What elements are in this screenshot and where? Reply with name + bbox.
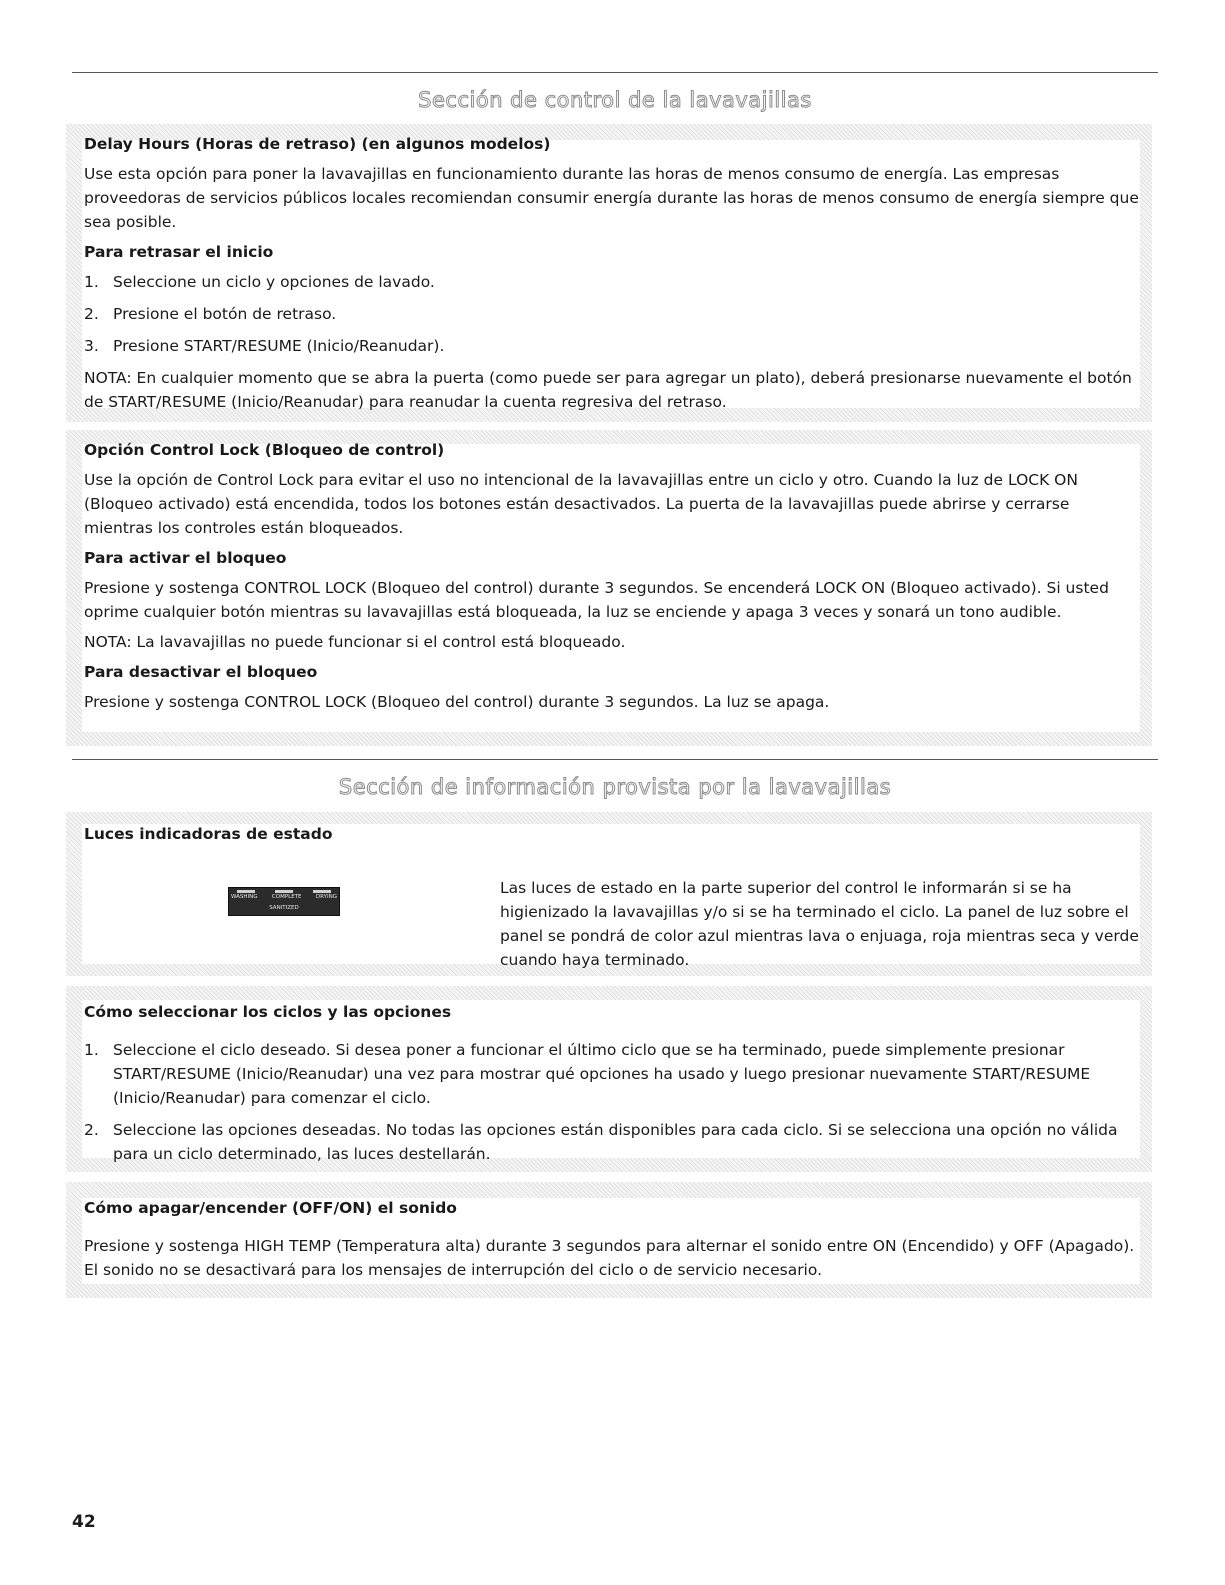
status-lights-content [84, 822, 1140, 852]
control-lock-content [84, 438, 1140, 720]
control-lock-heading: Opción Control Lock (Bloqueo de control) [84, 441, 445, 459]
lock-deactivate-subheading: Para desactivar el bloqueo [84, 663, 318, 681]
status-lights-text: Las luces de estado en la parte superior del control le informarán si se ha higienizado la lavavajillas y/o si se ha terminado el ciclo. La panel de luz sobre el panel se pondrá de color azul mientras lava o enjuaga, roja mientras seca y verde cuando haya terminado. [500, 879, 1139, 969]
page-number: 42 [72, 1512, 96, 1532]
section-title-information: Sección de información provista por la lavavajillas [338, 775, 892, 799]
status-lights-heading: Luces indicadoras de estado [84, 825, 333, 843]
delay-hours-content [84, 132, 1140, 420]
cycles-options-heading: Cómo seleccionar los ciclos y las opciones [84, 1003, 452, 1021]
lock-activate-text: Presione y sostenga CONTROL LOCK (Bloqueo del control) durante 3 segundos. Se encenderá LOCK ON (Bloqueo activado). Si usted oprime cualquier botón mientras su lavavajillas está bloqueada, la luz se enciende y apaga 3 veces y sonará un tono audible. [84, 579, 1109, 621]
list-item: 2. Seleccione las opciones deseadas. No todas las opciones están disponibles para cada ciclo. Si se selecciona una opción no válida para un ciclo determinado, las luces destellarán. [84, 1121, 1118, 1163]
sound-heading: Cómo apagar/encender (OFF/ON) el sonido [84, 1199, 457, 1217]
indicator-led [237, 890, 255, 893]
lock-deactivate-text: Presione y sostenga CONTROL LOCK (Bloqueo del control) durante 3 segundos. La luz se apaga. [84, 693, 830, 711]
cycles-steps-list [84, 1038, 1140, 1166]
delay-start-subheading: Para retrasar el inicio [84, 243, 274, 261]
indicator-led [275, 890, 293, 893]
sound-content [84, 1196, 1140, 1288]
lock-note: NOTA: La lavavajillas no puede funcionar si el control está bloqueado. [84, 633, 626, 651]
list-item: 3. Presione START/RESUME (Inicio/Reanudar). [84, 337, 445, 355]
indicator-label-washing: WASHING [231, 894, 258, 900]
delay-hours-heading: Delay Hours (Horas de retraso) (en algunos modelos) [84, 135, 551, 153]
indicator-label-complete: COMPLETE [271, 894, 302, 900]
list-item: 1. Seleccione el ciclo deseado. Si desea poner a funcionar el último ciclo que se ha terminado, puede simplemente presionar START/RESUME (Inicio/Reanudar) una vez para mostrar qué opciones ha usado y luego presionar nuevamente START/RESUME (Inicio/Reanudar) para comenzar el ciclo. [84, 1041, 1091, 1107]
list-item: 1. Seleccione un ciclo y opciones de lavado. [84, 273, 435, 291]
lock-activate-subheading: Para activar el bloqueo [84, 549, 287, 567]
control-lock-intro: Use la opción de Control Lock para evitar el uso no intencional de la lavavajillas entre un ciclo y otro. Cuando la luz de LOCK ON (Bloqueo activado) está encendida, todos los botones están desactivados. La puerta de la lavavajillas puede abrirse y cerrarse mientras los controles están bloqueados. [84, 471, 1078, 537]
indicator-labels [231, 894, 337, 900]
sound-text: Presione y sostenga HIGH TEMP (Temperatura alta) durante 3 segundos para alternar el sonido entre ON (Encendido) y OFF (Apagado). El sonido no se desactivará para los mensajes de interrupción del ciclo o de servicio necesario. [84, 1237, 1135, 1279]
cycles-options-content [84, 1000, 1140, 1174]
indicator-label-drying: DRYING [315, 894, 337, 900]
section-title-control: Sección de control de la lavavajillas [418, 88, 812, 112]
status-indicator-panel-image [228, 887, 340, 916]
delay-note: NOTA: En cualquier momento que se abra la puerta (como puede ser para agregar un plato), deberá presionarse nuevamente el botón de START/RESUME (Inicio/Reanudar) para reanudar la cuenta regresiva del retraso. [84, 369, 1132, 411]
section-divider [72, 72, 1158, 73]
delay-hours-intro: Use esta opción para poner la lavavajillas en funcionamiento durante las horas de menos consumo de energía. Las empresas proveedoras de servicios públicos locales recomiendan consumir energía durante las horas de menos consumo de energía siempre que sea posible. [84, 165, 1139, 231]
list-item: 2. Presione el botón de retraso. [84, 305, 337, 323]
indicator-led [313, 890, 331, 893]
indicator-label-sanitized: SANITIZED [269, 905, 299, 911]
delay-steps-list [84, 270, 1140, 358]
section-divider [72, 759, 1158, 760]
